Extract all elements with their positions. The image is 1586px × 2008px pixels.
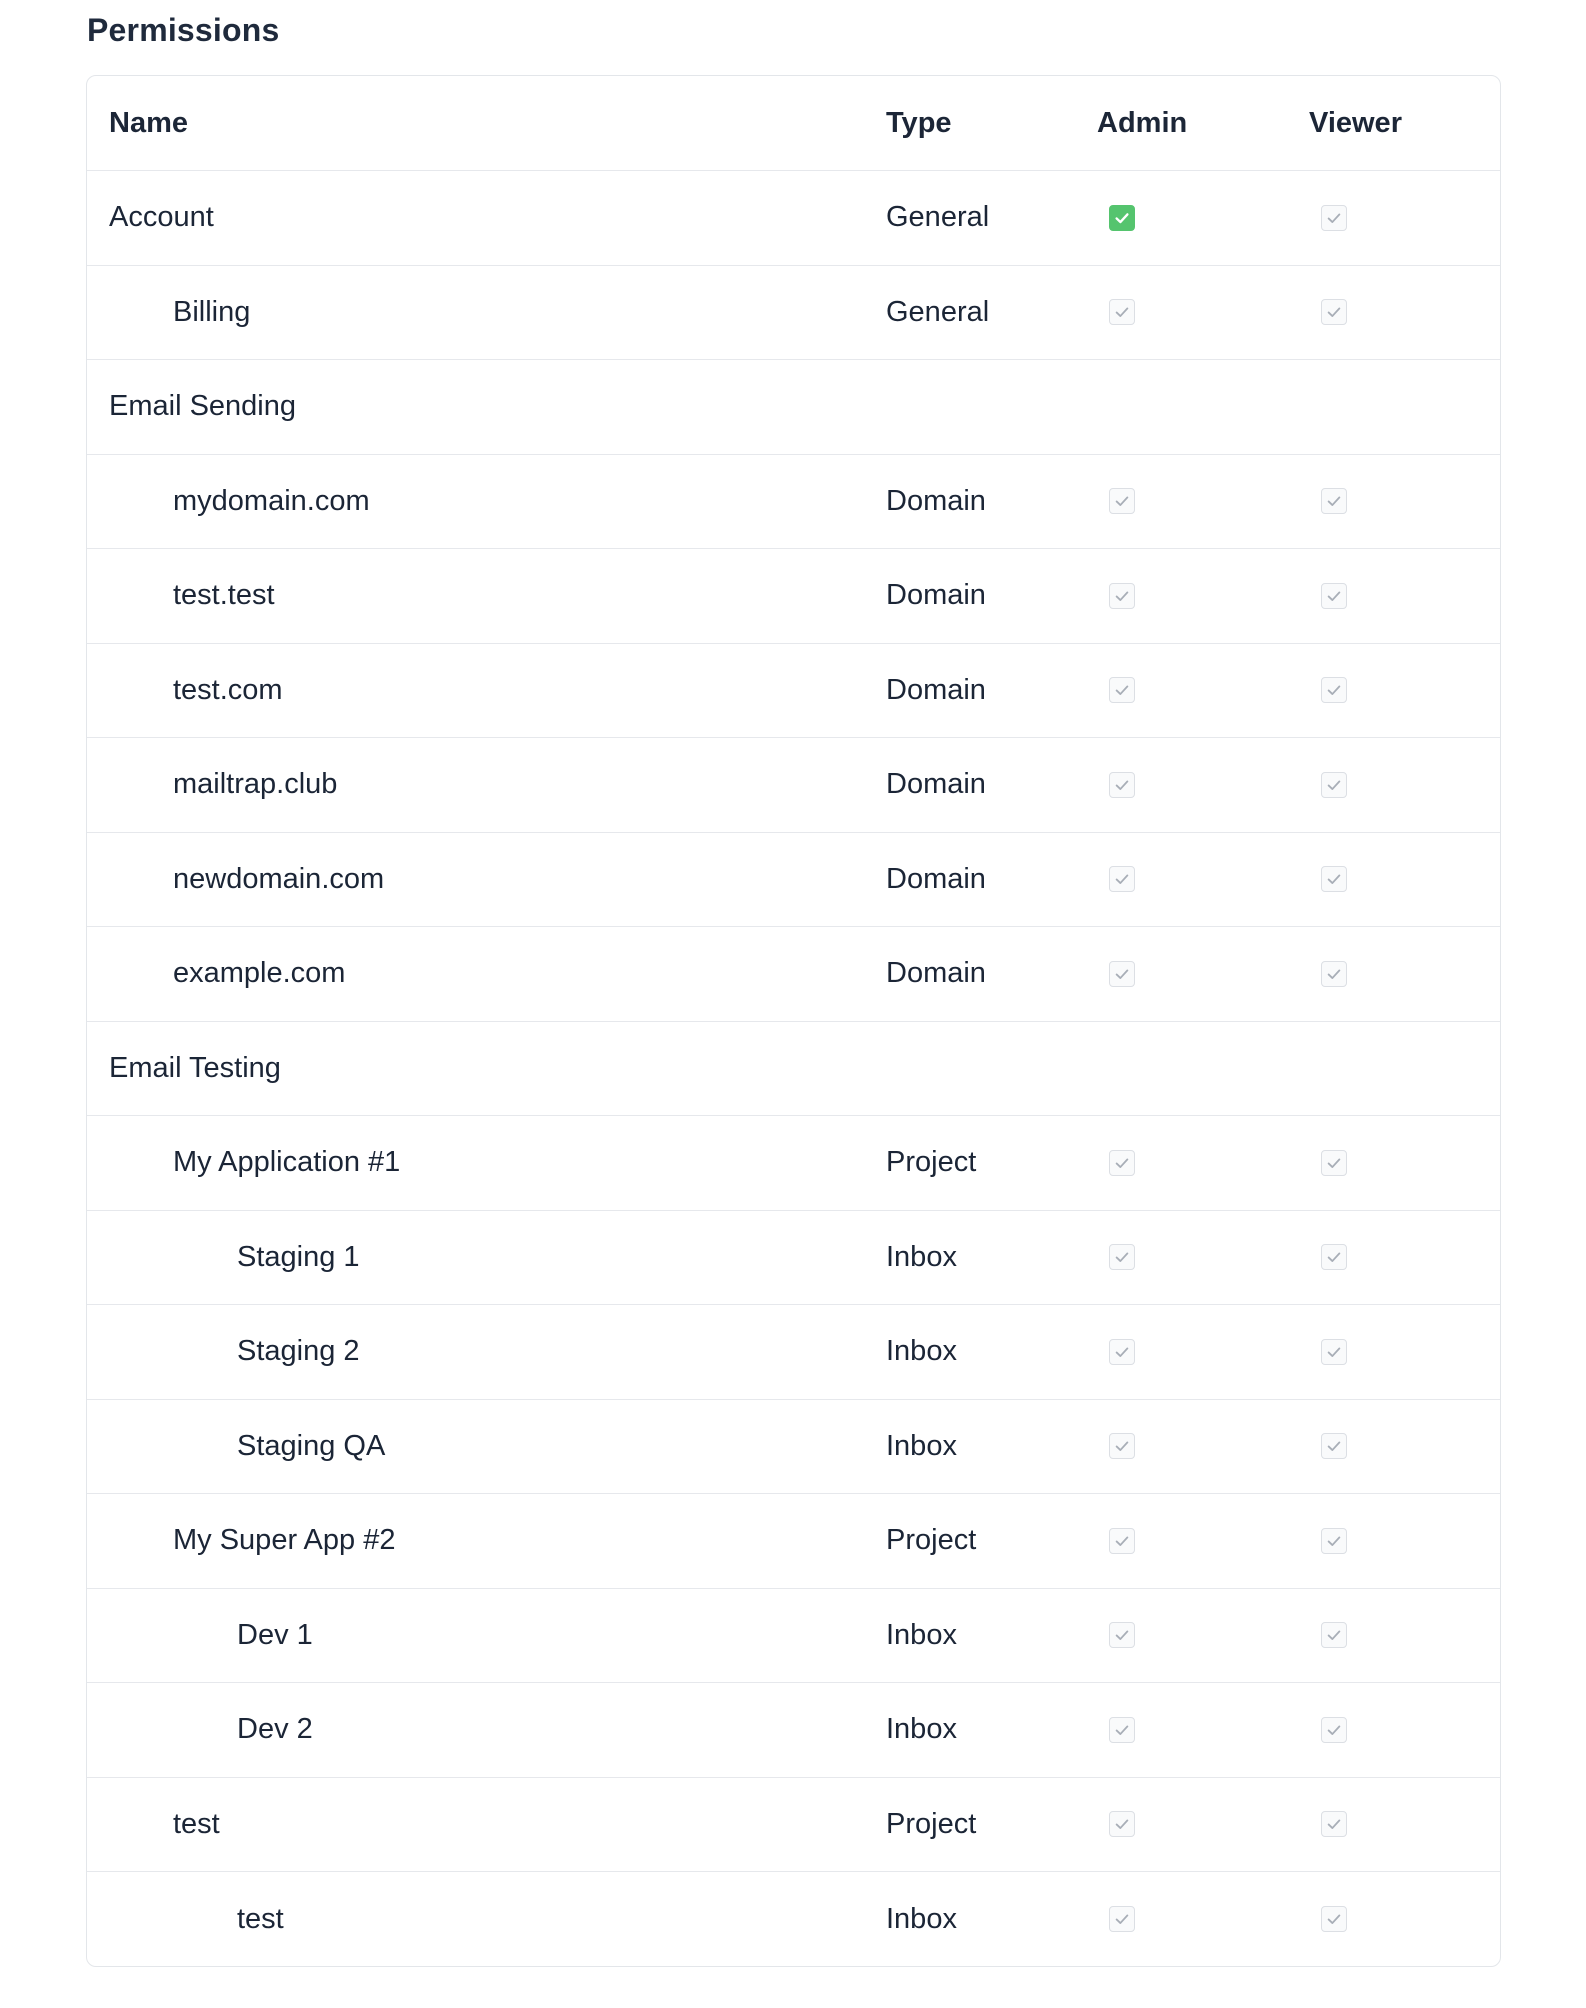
admin-checkbox[interactable] [1109,1906,1135,1932]
row-type: Project [886,1807,977,1840]
row-type [886,1022,1086,1116]
viewer-permission-cell [1321,1211,1501,1305]
checkmark-icon [1325,1721,1343,1739]
row-type: Inbox [886,1618,957,1651]
admin-checkbox[interactable] [1109,772,1135,798]
checkmark-icon [1325,1910,1343,1928]
checkmark-icon [1113,1154,1131,1172]
viewer-permission-cell [1321,1872,1501,1967]
admin-checkbox[interactable] [1109,961,1135,987]
checkmark-icon [1113,1532,1131,1550]
checkmark-icon [1113,965,1131,983]
admin-permission-cell [1109,549,1309,643]
admin-permission-cell [1109,833,1309,927]
row-name: Email Testing [109,1051,281,1084]
permissions-table [86,75,1501,1967]
admin-checkbox[interactable] [1109,1717,1135,1743]
viewer-permission-cell [1321,1589,1501,1683]
row-type: Inbox [886,1429,957,1462]
admin-checkbox[interactable] [1109,1339,1135,1365]
table-row [87,1022,1500,1117]
page-title: Permissions [87,12,280,48]
viewer-checkbox[interactable] [1321,961,1347,987]
viewer-checkbox[interactable] [1321,1811,1347,1837]
row-name: Billing [173,295,251,328]
admin-permission-cell [1109,1494,1309,1588]
row-type: Inbox [886,1240,957,1273]
admin-checkbox[interactable] [1109,1433,1135,1459]
row-name: Account [109,201,214,234]
table-row [87,1494,1500,1589]
row-type: Domain [886,579,986,612]
admin-permission-cell [1109,266,1309,360]
checkmark-icon [1113,209,1131,227]
checkmark-icon [1113,492,1131,510]
viewer-checkbox[interactable] [1321,866,1347,892]
checkmark-icon [1325,1532,1343,1550]
table-row [87,549,1500,644]
table-row [87,1778,1500,1873]
viewer-permission-cell [1321,1305,1501,1399]
checkmark-icon [1325,965,1343,983]
row-name: example.com [173,957,346,990]
checkmark-icon [1325,1815,1343,1833]
row-name: test [173,1807,220,1840]
viewer-checkbox[interactable] [1321,1244,1347,1270]
checkmark-icon [1113,1343,1131,1361]
checkmark-icon [1113,1437,1131,1455]
row-name: newdomain.com [173,862,385,895]
table-row [87,360,1500,455]
table-row [87,1589,1500,1684]
row-type: Inbox [886,1335,957,1368]
table-row [87,266,1500,361]
viewer-checkbox[interactable] [1321,1717,1347,1743]
viewer-permission-cell [1321,266,1501,360]
admin-permission-cell [1109,1116,1309,1210]
viewer-checkbox[interactable] [1321,1906,1347,1932]
admin-checkbox[interactable] [1109,1150,1135,1176]
table-row [87,833,1500,928]
viewer-permission-cell [1321,1116,1501,1210]
row-name: mydomain.com [173,484,370,517]
checkmark-icon [1113,1815,1131,1833]
viewer-permission-cell [1321,644,1501,738]
admin-permission-cell [1109,1683,1309,1777]
viewer-permission-cell [1321,455,1501,549]
row-type: Domain [886,484,986,517]
checkmark-icon [1113,1248,1131,1266]
admin-permission-cell [1109,927,1309,1021]
column-header-type[interactable]: Type [886,106,952,139]
admin-permission-cell [1109,644,1309,738]
admin-permission-cell [1109,455,1309,549]
admin-permission-cell [1109,1305,1309,1399]
row-type: Project [886,1524,977,1557]
row-type: Project [886,1146,977,1179]
column-header-viewer[interactable]: Viewer [1309,106,1402,139]
row-type: General [886,295,990,328]
viewer-permission-cell [1321,1494,1501,1588]
viewer-checkbox[interactable] [1321,1622,1347,1648]
table-row [87,1305,1500,1400]
admin-permission-cell [1109,1872,1309,1967]
row-name: Staging 1 [237,1240,360,1273]
checkmark-icon [1325,303,1343,321]
row-name: My Super App #2 [173,1524,396,1557]
viewer-checkbox[interactable] [1321,488,1347,514]
admin-permission-cell [1109,1589,1309,1683]
checkmark-icon [1113,870,1131,888]
admin-checkbox[interactable] [1109,1622,1135,1648]
checkmark-icon [1325,870,1343,888]
column-header-name[interactable]: Name [109,106,188,139]
row-type: General [886,201,990,234]
row-name: test.com [173,673,283,706]
column-header-admin[interactable]: Admin [1097,106,1188,139]
checkmark-icon [1325,1626,1343,1644]
table-row [87,1872,1500,1967]
viewer-checkbox[interactable] [1321,772,1347,798]
checkmark-icon [1325,1343,1343,1361]
admin-permission-cell [1109,738,1309,832]
viewer-permission-cell [1321,833,1501,927]
row-type [886,360,1086,454]
row-name: Staging QA [237,1429,386,1462]
admin-permission-cell [1109,1211,1309,1305]
table-row [87,1683,1500,1778]
table-row [87,927,1500,1022]
admin-permission-cell [1109,1778,1309,1872]
viewer-permission-cell [1321,1400,1501,1494]
checkmark-icon [1325,492,1343,510]
checkmark-icon [1113,587,1131,605]
admin-checkbox[interactable] [1109,488,1135,514]
viewer-checkbox[interactable] [1321,205,1347,231]
table-row [87,738,1500,833]
viewer-permission-cell [1321,549,1501,643]
checkmark-icon [1325,587,1343,605]
viewer-checkbox[interactable] [1321,1433,1347,1459]
admin-checkbox[interactable] [1109,583,1135,609]
viewer-permission-cell [1321,1778,1501,1872]
row-type: Inbox [886,1902,957,1935]
checkmark-icon [1325,209,1343,227]
row-type: Inbox [886,1713,957,1746]
table-row [87,455,1500,550]
viewer-permission-cell [1321,927,1501,1021]
checkmark-icon [1325,1248,1343,1266]
row-name: mailtrap.club [173,768,338,801]
admin-checkbox[interactable] [1109,1528,1135,1554]
checkmark-icon [1113,303,1131,321]
admin-checkbox[interactable] [1109,299,1135,325]
checkmark-icon [1113,1721,1131,1739]
viewer-permission-cell [1321,738,1501,832]
admin-permission-cell [1109,171,1309,265]
viewer-checkbox[interactable] [1321,1528,1347,1554]
table-row [87,1400,1500,1495]
viewer-checkbox[interactable] [1321,677,1347,703]
row-name: Staging 2 [237,1335,360,1368]
row-name: Dev 1 [237,1618,313,1651]
checkmark-icon [1113,681,1131,699]
admin-checkbox[interactable] [1109,1244,1135,1270]
row-name: test [237,1902,284,1935]
checkmark-icon [1325,681,1343,699]
checkmark-icon [1113,776,1131,794]
checkmark-icon [1325,776,1343,794]
admin-checkbox[interactable] [1109,205,1135,231]
checkmark-icon [1325,1154,1343,1172]
row-type: Domain [886,673,986,706]
row-name: Dev 2 [237,1713,313,1746]
viewer-checkbox[interactable] [1321,1150,1347,1176]
table-row [87,171,1500,266]
checkmark-icon [1325,1437,1343,1455]
viewer-permission-cell [1321,171,1501,265]
row-name: My Application #1 [173,1146,401,1179]
checkmark-icon [1113,1910,1131,1928]
table-row [87,644,1500,739]
row-name: test.test [173,579,275,612]
row-type: Domain [886,768,986,801]
checkmark-icon [1113,1626,1131,1644]
admin-checkbox[interactable] [1109,677,1135,703]
table-row [87,1211,1500,1306]
viewer-checkbox[interactable] [1321,299,1347,325]
admin-permission-cell [1109,1400,1309,1494]
row-type: Domain [886,862,986,895]
row-type: Domain [886,957,986,990]
admin-checkbox[interactable] [1109,866,1135,892]
table-row [87,1116,1500,1211]
viewer-checkbox[interactable] [1321,1339,1347,1365]
admin-checkbox[interactable] [1109,1811,1135,1837]
row-name: Email Sending [109,390,296,423]
table-header-row [87,76,1500,171]
viewer-checkbox[interactable] [1321,583,1347,609]
viewer-permission-cell [1321,1683,1501,1777]
